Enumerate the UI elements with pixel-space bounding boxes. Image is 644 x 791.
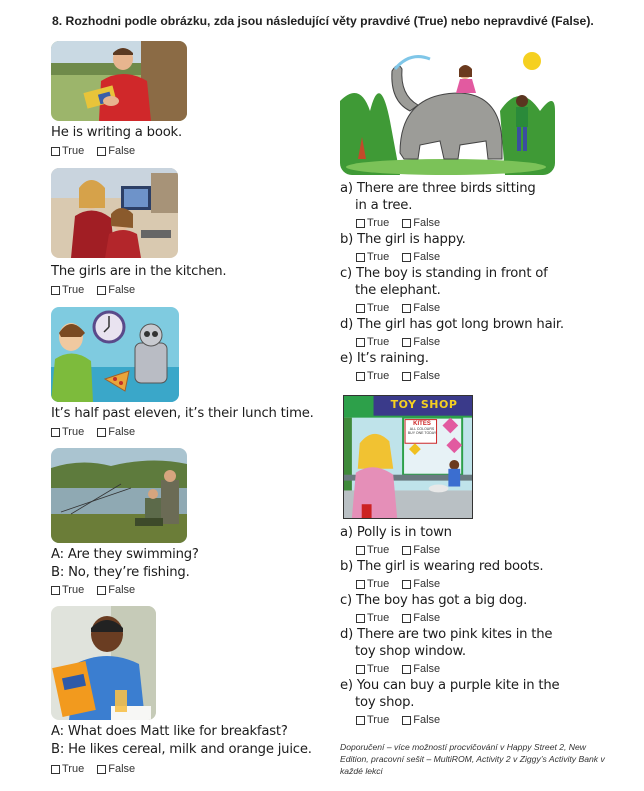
checkbox[interactable] xyxy=(51,147,60,156)
checkbox[interactable] xyxy=(356,338,365,347)
checkbox[interactable] xyxy=(356,665,365,674)
left-q2-text: The girls are in the kitchen. xyxy=(51,264,227,279)
right-bottom-c-options xyxy=(356,612,450,626)
right-bottom-e-options xyxy=(356,714,450,728)
left-q3-true[interactable]: True xyxy=(51,426,84,438)
left-q2-options xyxy=(51,284,145,298)
checkbox[interactable] xyxy=(402,614,411,623)
right-bottom-d-false[interactable]: False xyxy=(402,663,440,675)
left-q1-false[interactable]: False xyxy=(97,145,135,157)
checkbox[interactable] xyxy=(97,147,106,156)
checkbox[interactable] xyxy=(356,716,365,725)
checkbox[interactable] xyxy=(356,253,365,262)
checkbox[interactable] xyxy=(51,586,60,595)
checkbox[interactable] xyxy=(402,372,411,381)
checkbox[interactable] xyxy=(97,586,106,595)
right-top-d-true[interactable]: True xyxy=(356,336,389,348)
illustration-toy-shop xyxy=(343,395,473,519)
right-top-e-options xyxy=(356,370,450,384)
right-bottom-a-true[interactable]: True xyxy=(356,544,389,556)
photo-girls-computer xyxy=(51,168,178,258)
checkbox[interactable] xyxy=(97,428,106,437)
left-q5-false[interactable]: False xyxy=(97,763,135,775)
left-q4-line2: B: No, they’re fishing. xyxy=(51,565,190,580)
checkbox[interactable] xyxy=(356,372,365,381)
right-bottom-e-true[interactable]: True xyxy=(356,714,389,726)
checkbox[interactable] xyxy=(402,253,411,262)
right-top-b: b) The girl is happy. xyxy=(340,232,466,247)
kites-poster-title: KITES xyxy=(413,421,431,427)
right-top-a-false[interactable]: False xyxy=(402,217,440,229)
kites-poster xyxy=(407,421,437,435)
kites-poster-line1: ALL COLOURS xyxy=(409,427,435,431)
right-top-c: c) The boy is standing in front of the elephant. xyxy=(340,266,548,298)
photo-boy-breakfast xyxy=(51,606,156,720)
photo-fishing-lake xyxy=(51,448,187,543)
checkbox[interactable] xyxy=(402,338,411,347)
right-top-a-options xyxy=(356,217,450,231)
checkbox[interactable] xyxy=(402,716,411,725)
checkbox[interactable] xyxy=(51,286,60,295)
right-bottom-a: a) Polly is in town xyxy=(340,525,452,540)
left-q5-line2: B: He likes cereal, milk and orange juice. xyxy=(51,742,312,757)
left-q4-options xyxy=(51,584,145,598)
right-bottom-e-false[interactable]: False xyxy=(402,714,440,726)
left-q2-true[interactable]: True xyxy=(51,284,84,296)
right-top-d-options xyxy=(356,336,450,350)
photo-man-reading xyxy=(51,41,187,121)
right-top-c-options xyxy=(356,302,450,316)
left-q3-false[interactable]: False xyxy=(97,426,135,438)
right-bottom-b: b) The girl is wearing red boots. xyxy=(340,559,544,574)
right-bottom-d-true[interactable]: True xyxy=(356,663,389,675)
checkbox[interactable] xyxy=(356,219,365,228)
right-top-b-true[interactable]: True xyxy=(356,251,389,263)
left-q4-line1: A: Are they swimming? xyxy=(51,547,199,562)
checkbox[interactable] xyxy=(356,304,365,313)
left-q1-true[interactable]: True xyxy=(51,145,84,157)
checkbox[interactable] xyxy=(402,665,411,674)
checkbox[interactable] xyxy=(97,765,106,774)
checkbox[interactable] xyxy=(356,614,365,623)
checkbox[interactable] xyxy=(51,765,60,774)
right-top-a: a) There are three birds sitting in a tree. xyxy=(340,181,536,213)
right-top-b-false[interactable]: False xyxy=(402,251,440,263)
right-top-d: d) The girl has got long brown hair. xyxy=(340,317,564,332)
checkbox[interactable] xyxy=(51,428,60,437)
right-bottom-b-false[interactable]: False xyxy=(402,578,440,590)
left-q2-false[interactable]: False xyxy=(97,284,135,296)
left-q1-options xyxy=(51,145,145,159)
checkbox[interactable] xyxy=(402,580,411,589)
right-bottom-e: e) You can buy a purple kite in the toy shop. xyxy=(340,678,560,710)
right-top-c-true[interactable]: True xyxy=(356,302,389,314)
right-top-b-options xyxy=(356,251,450,265)
right-bottom-c: c) The boy has got a big dog. xyxy=(340,593,528,608)
left-q1-text: He is writing a book. xyxy=(51,125,182,140)
left-q5-line1: A: What does Matt like for breakfast? xyxy=(51,724,288,739)
right-bottom-c-true[interactable]: True xyxy=(356,612,389,624)
left-q4-false[interactable]: False xyxy=(97,584,135,596)
right-top-d-false[interactable]: False xyxy=(402,336,440,348)
illustration-elephant-jungle xyxy=(340,41,555,175)
left-q5-true[interactable]: True xyxy=(51,763,84,775)
left-q5-options xyxy=(51,763,145,777)
right-bottom-a-options xyxy=(356,544,450,558)
left-q3-text: It’s half past eleven, it’s their lunch time. xyxy=(51,406,314,421)
right-top-e: e) It’s raining. xyxy=(340,351,429,366)
checkbox[interactable] xyxy=(402,219,411,228)
recommendation-note: Doporučení – více možností procvičování v Happy Street 2, New Edition, pracovní sešit – MultiROM, Activity 2 v Ziggy’s Activity Bank v každé lekci xyxy=(340,742,605,776)
right-top-e-true[interactable]: True xyxy=(356,370,389,382)
exercise-heading: 8. Rozhodni podle obrázku, zda jsou následující věty pravdivé (True) nebo nepravdivé (False). xyxy=(52,14,594,28)
checkbox[interactable] xyxy=(356,580,365,589)
kites-poster-line2: BUY ONE TODAY xyxy=(407,431,437,435)
illustration-clock-robot xyxy=(51,307,179,402)
checkbox[interactable] xyxy=(356,546,365,555)
right-bottom-c-false[interactable]: False xyxy=(402,612,440,624)
checkbox[interactable] xyxy=(402,304,411,313)
right-bottom-d-options xyxy=(356,663,450,677)
right-top-c-false[interactable]: False xyxy=(402,302,440,314)
right-bottom-d: d) There are two pink kites in the toy shop window. xyxy=(340,627,553,659)
right-bottom-a-false[interactable]: False xyxy=(402,544,440,556)
left-q4-true[interactable]: True xyxy=(51,584,84,596)
right-bottom-b-options xyxy=(356,578,450,592)
right-bottom-b-true[interactable]: True xyxy=(356,578,389,590)
checkbox[interactable] xyxy=(97,286,106,295)
right-top-a-true[interactable]: True xyxy=(356,217,389,229)
checkbox[interactable] xyxy=(402,546,411,555)
toy-shop-sign: TOY SHOP xyxy=(390,398,458,411)
right-top-e-false[interactable]: False xyxy=(402,370,440,382)
left-q3-options xyxy=(51,426,145,440)
